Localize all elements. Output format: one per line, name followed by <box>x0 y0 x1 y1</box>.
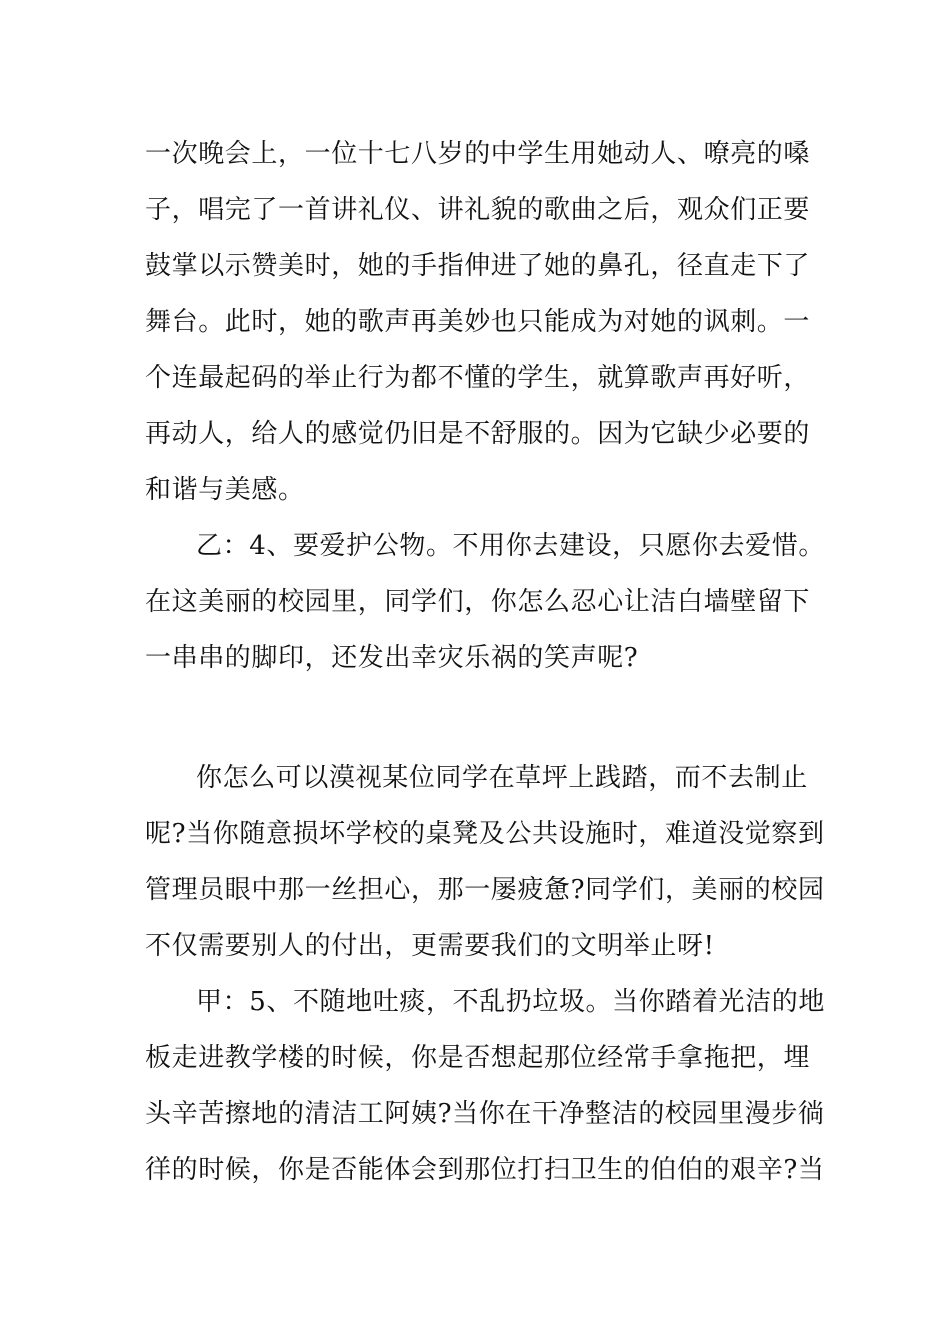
text-line: 再动人，给人的感觉仍旧是不舒服的。因为它缺少必要的 <box>145 419 811 449</box>
text-line: 个连最起码的举止行为都不懂的学生，就算歌声再好听， <box>145 363 811 393</box>
text-line: 子，唱完了一首讲礼仪、讲礼貌的歌曲之后，观众们正要 <box>145 195 811 225</box>
text-line: 不仅需要别人的付出，更需要我们的文明举止呀! <box>145 931 715 961</box>
text-line: 徉的时候，你是否能体会到那位打扫卫生的伯伯的艰辛?当 <box>145 1155 825 1185</box>
text-line: 管理员眼中那一丝担心，那一屡疲惫?同学们，美丽的校园 <box>145 875 825 905</box>
text-line: 一串串的脚印，还发出幸灾乐祸的笑声呢? <box>145 643 639 673</box>
text-line: 呢?当你随意损坏学校的桌凳及公共设施时，难道没觉察到 <box>145 819 825 849</box>
paragraph-first-line: 甲：5、不随地吐痰，不乱扔垃圾。当你踏着光洁的地 <box>196 987 825 1017</box>
paragraph-first-line: 你怎么可以漠视某位同学在草坪上践踏，而不去制止 <box>196 763 808 793</box>
text-line: 头辛苦擦地的清洁工阿姨?当你在干净整洁的校园里漫步徜 <box>145 1099 825 1129</box>
text-line: 和谐与美感。 <box>145 475 305 505</box>
paragraph-first-line: 乙：4、要爱护公物。不用你去建设，只愿你去爱惜。 <box>196 531 825 561</box>
text-line: 一次晚会上，一位十七八岁的中学生用她动人、嘹亮的嗓 <box>145 139 811 169</box>
text-line: 在这美丽的校园里，同学们，你怎么忍心让洁白墙壁留下 <box>145 587 811 617</box>
text-line: 鼓掌以示赞美时，她的手指伸进了她的鼻孔，径直走下了 <box>145 251 811 281</box>
text-line: 舞台。此时，她的歌声再美妙也只能成为对她的讽刺。一 <box>145 307 811 337</box>
text-line: 板走进教学楼的时候，你是否想起那位经常手拿拖把，埋 <box>145 1043 811 1073</box>
